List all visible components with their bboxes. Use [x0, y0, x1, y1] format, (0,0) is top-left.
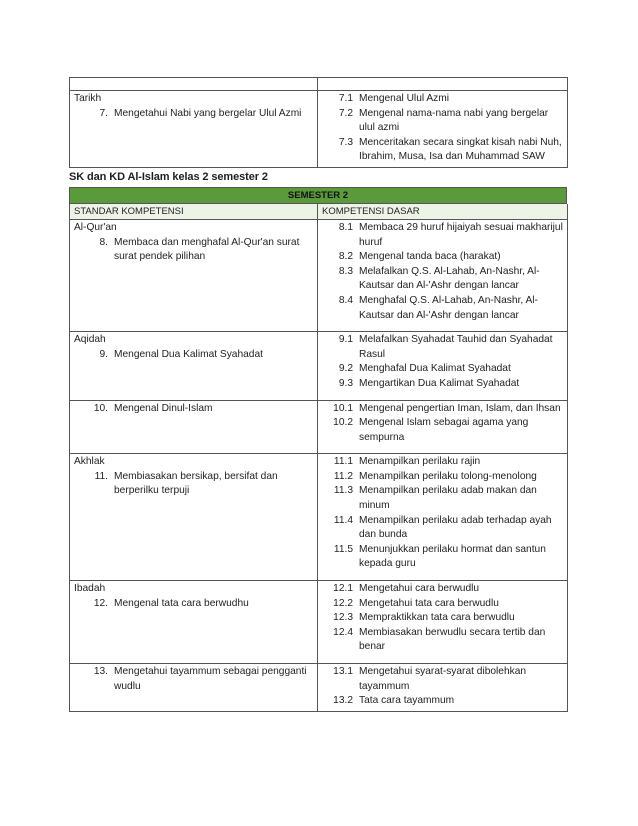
- sk-text: Mengenal Dinul-Islam: [114, 402, 213, 414]
- kd-item: [322, 416, 563, 445]
- sk-item: [74, 236, 313, 265]
- table-semester-1-continued: [69, 77, 568, 168]
- kd-text: Mengenal nama-nama nabi yang bergelar ulul azmi: [359, 107, 549, 134]
- subject-label: Akhlak: [74, 456, 105, 468]
- kd-item: [322, 455, 563, 470]
- kd-item: [322, 221, 563, 250]
- kd-item: [322, 470, 563, 485]
- kd-number: 11.4: [333, 514, 353, 526]
- table-row: [70, 91, 568, 168]
- sk-item: [74, 107, 313, 122]
- sk-number: 8.: [99, 236, 108, 248]
- kd-number: 10.2: [333, 417, 353, 429]
- kd-cell: [318, 91, 568, 168]
- kd-item: [322, 294, 563, 323]
- table-row: [70, 400, 568, 454]
- sk-number: 7.: [99, 107, 108, 119]
- kd-number: 8.2: [338, 251, 353, 263]
- kd-text: Mengartikan Dua Kalimat Syahadat: [359, 377, 520, 389]
- kd-number: 7.3: [338, 136, 353, 148]
- kd-text: Melafalkan Syahadat Tauhid dan Syahadat Rasul: [359, 334, 553, 360]
- kd-text: Menceritakan secara singkat kisah nabi Nuh, Ibrahim, Musa, Isa dan Muhammad SAW: [359, 136, 562, 163]
- kd-item: [322, 611, 563, 626]
- sk-item: [74, 597, 313, 612]
- table-row: [70, 332, 568, 400]
- kd-number: 9.1: [338, 334, 353, 346]
- kd-text: Tata cara tayammum: [359, 695, 455, 707]
- kd-number: 11.5: [333, 543, 353, 555]
- sk-text: Membiasakan bersikap, bersifat dan berperilku terpuji: [114, 470, 278, 497]
- subject-label: Aqidah: [74, 334, 106, 346]
- kd-number: 10.1: [333, 402, 353, 414]
- kd-text: Mengenal Islam sebagai agama yang sempurna: [359, 417, 529, 443]
- kd-text: Mengetahui cara berwudlu: [359, 583, 480, 595]
- sk-number: 12.: [93, 597, 108, 609]
- table-row: [70, 581, 568, 664]
- sk-text: Mengetahui Nabi yang bergelar Ulul Azmi: [114, 107, 302, 119]
- kd-item: [322, 484, 563, 513]
- kd-item: [322, 694, 563, 709]
- kd-cell: [318, 400, 568, 454]
- kd-item: [322, 136, 563, 165]
- kd-cell: [318, 454, 568, 581]
- sk-item: [74, 348, 313, 363]
- sk-cell: [70, 91, 318, 168]
- kd-number: 8.4: [338, 294, 353, 306]
- kd-text: Mengenal Ulul Azmi: [359, 93, 450, 104]
- kd-text: Menampilkan perilaku rajin: [359, 456, 481, 468]
- kd-text: Mempraktikkan tata cara berwudlu: [359, 612, 515, 624]
- kd-item: [322, 402, 563, 417]
- kd-cell: [318, 332, 568, 400]
- sk-cell: [70, 664, 318, 712]
- kd-number: 13.2: [333, 695, 353, 707]
- kd-text: Menghafal Q.S. Al-Lahab, An-Nashr, Al-Kautsar dan Al-'Ashr dengan lancar: [359, 294, 538, 321]
- kd-number: 8.3: [338, 265, 353, 277]
- kd-number: 13.1: [333, 666, 353, 677]
- document-page: [69, 77, 567, 712]
- kd-item: [322, 582, 563, 597]
- sk-cell: [70, 219, 318, 331]
- sk-item: [74, 470, 313, 499]
- kd-text: Menampilkan perilaku tolong-menolong: [359, 470, 537, 482]
- sk-text: Membaca dan menghafal Al-Qur'an surat surat pendek pilihan: [114, 236, 300, 263]
- kd-number: 11.2: [333, 470, 353, 482]
- table-row-empty: [70, 78, 568, 91]
- sk-text: Mengenal Dua Kalimat Syahadat: [114, 348, 263, 360]
- column-header-kd: KOMPETENSI DASAR: [318, 204, 568, 220]
- kd-number: 9.2: [338, 363, 353, 375]
- kd-item: [322, 597, 563, 612]
- sk-text: Mengenal tata cara berwudhu: [114, 597, 249, 609]
- kd-cell: [318, 219, 568, 331]
- table-row: [70, 664, 568, 712]
- sk-number: 10.: [93, 402, 108, 414]
- kd-number: 12.1: [333, 583, 353, 595]
- kd-number: 12.2: [333, 597, 353, 609]
- table-header-row: [70, 204, 568, 220]
- table-row: [70, 454, 568, 581]
- subject-label: Al-Qur'an: [74, 221, 117, 233]
- sk-item: [74, 402, 313, 417]
- kd-number: 9.3: [338, 377, 353, 389]
- sk-item: [74, 665, 313, 694]
- kd-item: [322, 265, 563, 294]
- table-row: [70, 219, 568, 331]
- kd-text: Mengenal tanda baca (harakat): [359, 251, 501, 263]
- kd-text: Menampilkan perilaku adab terhadap ayah dan bunda: [359, 514, 552, 541]
- kd-item: [322, 377, 563, 392]
- sk-text: Mengetahui tayammum sebagai pengganti wudlu: [114, 666, 307, 692]
- kd-text: Mengetahui syarat-syarat dibolehkan tayammum: [359, 666, 527, 692]
- kd-text: Membaca 29 huruf hijaiyah sesuai makharijul huruf: [359, 221, 563, 248]
- sk-number: 9.: [99, 348, 108, 360]
- kd-item: [322, 665, 563, 694]
- sk-cell: [70, 332, 318, 400]
- sk-cell: [70, 454, 318, 581]
- kd-text: Menghafal Dua Kalimat Syahadat: [359, 363, 511, 375]
- column-header-sk: STANDAR KOMPETENSI: [70, 204, 318, 220]
- subject-label: Tarikh: [74, 93, 102, 104]
- sk-number: 11.: [94, 470, 108, 482]
- kd-text: Melafalkan Q.S. Al-Lahab, An-Nashr, Al-Kautsar dan Al-'Ashr dengan lancar: [359, 265, 540, 292]
- kd-number: 8.1: [338, 221, 353, 233]
- kd-item: [322, 514, 563, 543]
- kd-text: Membiasakan berwudlu secara tertib dan benar: [359, 626, 546, 653]
- kd-text: Menampilkan perilaku adab makan dan minum: [359, 485, 537, 512]
- kd-item: [322, 626, 563, 655]
- kd-number: 12.3: [333, 612, 353, 624]
- kd-text: Mengenal pengertian Iman, Islam, dan Ihsan: [359, 402, 561, 414]
- kd-item: [322, 333, 563, 362]
- semester-header: SEMESTER 2: [69, 187, 567, 204]
- kd-number: 7.1: [338, 93, 353, 104]
- kd-number: 7.2: [338, 107, 353, 119]
- kd-number: 12.4: [333, 626, 353, 638]
- kd-number: 11.3: [333, 485, 353, 497]
- sk-cell: [70, 400, 318, 454]
- kd-item: [322, 362, 563, 377]
- kd-item: [322, 92, 563, 107]
- kd-text: Mengetahui tata cara berwudlu: [359, 597, 499, 609]
- kd-item: [322, 250, 563, 265]
- table-semester-2: [69, 204, 568, 712]
- subject-label: Ibadah: [74, 583, 106, 595]
- sk-cell: [70, 581, 318, 664]
- kd-text: Menunjukkan perilaku hormat dan santun kepada guru: [359, 543, 546, 570]
- kd-item: [322, 543, 563, 572]
- kd-item: [322, 107, 563, 136]
- sk-number: 13.: [93, 666, 108, 677]
- kd-cell: [318, 581, 568, 664]
- kd-cell: [318, 664, 568, 712]
- kd-number: 11.1: [333, 456, 353, 468]
- section-title: SK dan KD Al-Islam kelas 2 semester 2: [69, 170, 268, 183]
